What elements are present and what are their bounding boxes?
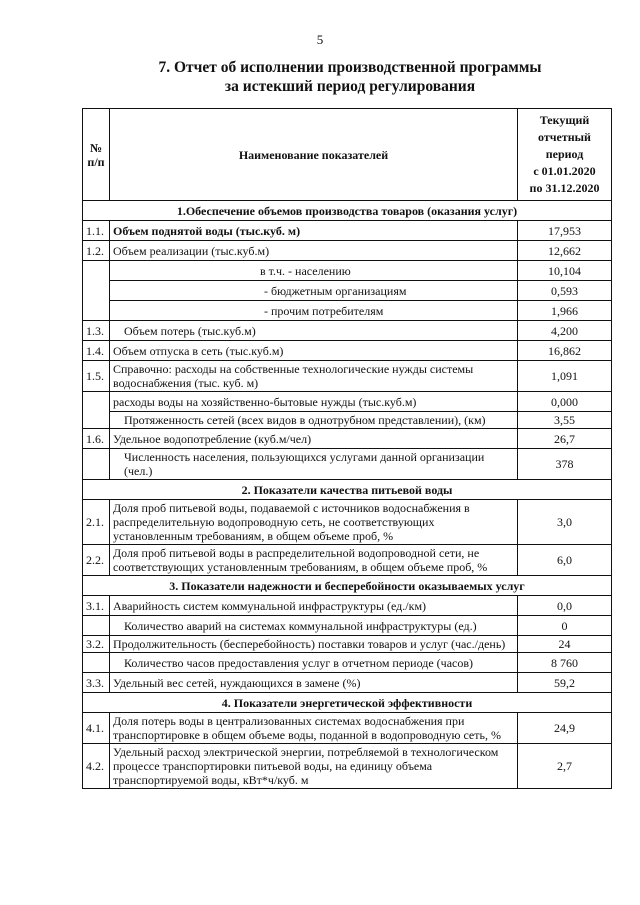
table-row	[83, 673, 612, 693]
row-name: - прочим потребителям	[110, 301, 518, 321]
header-period	[518, 109, 612, 201]
report-table	[82, 108, 612, 789]
header-period-line: с 01.01.2020	[533, 164, 596, 178]
section-row	[83, 693, 612, 713]
row-num: 1.5.	[83, 361, 110, 392]
row-value: 0,000	[518, 392, 612, 412]
section-row	[83, 576, 612, 596]
table-row	[83, 545, 612, 576]
row-value: 10,104	[518, 261, 612, 281]
table-row	[83, 321, 612, 341]
row-num: 3.2.	[83, 636, 110, 653]
row-name: Удельное водопотребление (куб.м/чел)	[110, 429, 518, 449]
table-row	[83, 744, 612, 789]
row-num: 1.6.	[83, 429, 110, 449]
table-row	[83, 412, 612, 429]
title-line-1: 7. Отчет об исполнении производственной программы	[158, 59, 542, 76]
row-value: 16,862	[518, 341, 612, 361]
section-row	[83, 201, 612, 221]
table-row	[83, 392, 612, 412]
row-name: Справочно: расходы на собственные технологические нужды системы водоснабжения (тыс. куб. м)	[110, 361, 518, 392]
row-num: 4.2.	[83, 744, 110, 789]
row-name: Количество аварий на системах коммунальной инфраструктуры (ед.)	[110, 616, 518, 636]
row-name: - бюджетным организациям	[110, 281, 518, 301]
row-num-empty	[83, 301, 110, 321]
table-row	[83, 653, 612, 673]
row-value: 0,0	[518, 596, 612, 616]
section-title: 2. Показатели качества питьевой воды	[83, 480, 612, 500]
section-title: 4. Показатели энергетической эффективности	[83, 693, 612, 713]
row-value: 1,091	[518, 361, 612, 392]
row-value: 8 760	[518, 653, 612, 673]
header-num: № п/п	[83, 109, 110, 201]
row-value: 24	[518, 636, 612, 653]
table-row	[83, 596, 612, 616]
row-name: расходы воды на хозяйственно-бытовые нужды (тыс.куб.м)	[110, 392, 518, 412]
table-row	[83, 281, 612, 301]
row-value: 59,2	[518, 673, 612, 693]
header-period-line: отчетный	[538, 130, 591, 144]
row-name: в т.ч. - населению	[110, 261, 518, 281]
table-header-row	[83, 109, 612, 201]
table-row	[83, 429, 612, 449]
table-row	[83, 301, 612, 321]
row-name: Продолжительность (бесперебойность) поставки товаров и услуг (час./день)	[110, 636, 518, 653]
row-value: 26,7	[518, 429, 612, 449]
row-value: 6,0	[518, 545, 612, 576]
table-row	[83, 221, 612, 241]
row-value: 1,966	[518, 301, 612, 321]
title-line-2: за истекший период регулирования	[224, 78, 476, 95]
row-num-empty	[83, 281, 110, 301]
row-value: 3,55	[518, 412, 612, 429]
section-title: 1.Обеспечение объемов производства товаров (оказания услуг)	[83, 201, 612, 221]
page-title	[0, 58, 640, 96]
row-value: 24,9	[518, 713, 612, 744]
row-value: 17,953	[518, 221, 612, 241]
row-num: 3.1.	[83, 596, 110, 616]
row-num: 4.1.	[83, 713, 110, 744]
row-name: Доля проб питьевой воды, подаваемой с источников водоснабжения в распределительную водопроводную сеть, не соответствующих установленным требованиям, в общем объеме проб, %	[110, 500, 518, 545]
header-period-line: по 31.12.2020	[529, 181, 600, 195]
row-value: 0	[518, 616, 612, 636]
table-row	[83, 616, 612, 636]
table-row	[83, 241, 612, 261]
row-num: 1.1.	[83, 221, 110, 241]
row-num-empty	[83, 392, 110, 412]
row-value: 0,593	[518, 281, 612, 301]
row-name: Объем отпуска в сеть (тыс.куб.м)	[110, 341, 518, 361]
row-name: Количество часов предоставления услуг в отчетном периоде (часов)	[110, 653, 518, 673]
row-num-empty	[83, 653, 110, 673]
row-num: 2.2.	[83, 545, 110, 576]
page-number: 5	[316, 32, 324, 47]
table-row	[83, 449, 612, 480]
header-period-line: Текущий	[539, 113, 590, 127]
row-num: 1.2.	[83, 241, 110, 261]
row-name: Объем поднятой воды (тыс.куб. м)	[110, 221, 518, 241]
row-value: 378	[518, 449, 612, 480]
row-name: Доля проб питьевой воды в распределительной водопроводной сети, не соответствующих установленным требованиям, в общем объеме проб, %	[110, 545, 518, 576]
row-name: Аварийность систем коммунальной инфраструктуры (ед./км)	[110, 596, 518, 616]
row-value: 12,662	[518, 241, 612, 261]
row-name: Удельный вес сетей, нуждающихся в замене (%)	[110, 673, 518, 693]
row-name: Удельный расход электрической энергии, потребляемой в технологическом процессе транспортировки питьевой воды, на единицу объема транспортируемой воды, кВт*ч/куб. м	[110, 744, 518, 789]
row-num-empty	[83, 449, 110, 480]
row-num-empty	[83, 412, 110, 429]
row-value: 2,7	[518, 744, 612, 789]
table-row	[83, 261, 612, 281]
table-row	[83, 500, 612, 545]
row-num-empty	[83, 261, 110, 281]
section-title: 3. Показатели надежности и бесперебойности оказываемых услуг	[83, 576, 612, 596]
row-num-empty	[83, 616, 110, 636]
table-row	[83, 713, 612, 744]
row-name: Протяженность сетей (всех видов в однотрубном представлении), (км)	[110, 412, 518, 429]
header-period-line: период	[545, 147, 584, 161]
table-row	[83, 636, 612, 653]
row-num: 2.1.	[83, 500, 110, 545]
row-num: 3.3.	[83, 673, 110, 693]
header-name: Наименование показателей	[110, 109, 518, 201]
row-name: Доля потерь воды в централизованных системах водоснабжения при транспортировке в общем объеме воды, поданной в водопроводную сеть, %	[110, 713, 518, 744]
row-value: 3,0	[518, 500, 612, 545]
row-num: 1.3.	[83, 321, 110, 341]
section-row	[83, 480, 612, 500]
row-value: 4,200	[518, 321, 612, 341]
row-name: Объем потерь (тыс.куб.м)	[110, 321, 518, 341]
table-row	[83, 341, 612, 361]
row-name: Численность населения, пользующихся услугами данной организации (чел.)	[110, 449, 518, 480]
row-num: 1.4.	[83, 341, 110, 361]
table-row	[83, 361, 612, 392]
row-name: Объем реализации (тыс.куб.м)	[110, 241, 518, 261]
